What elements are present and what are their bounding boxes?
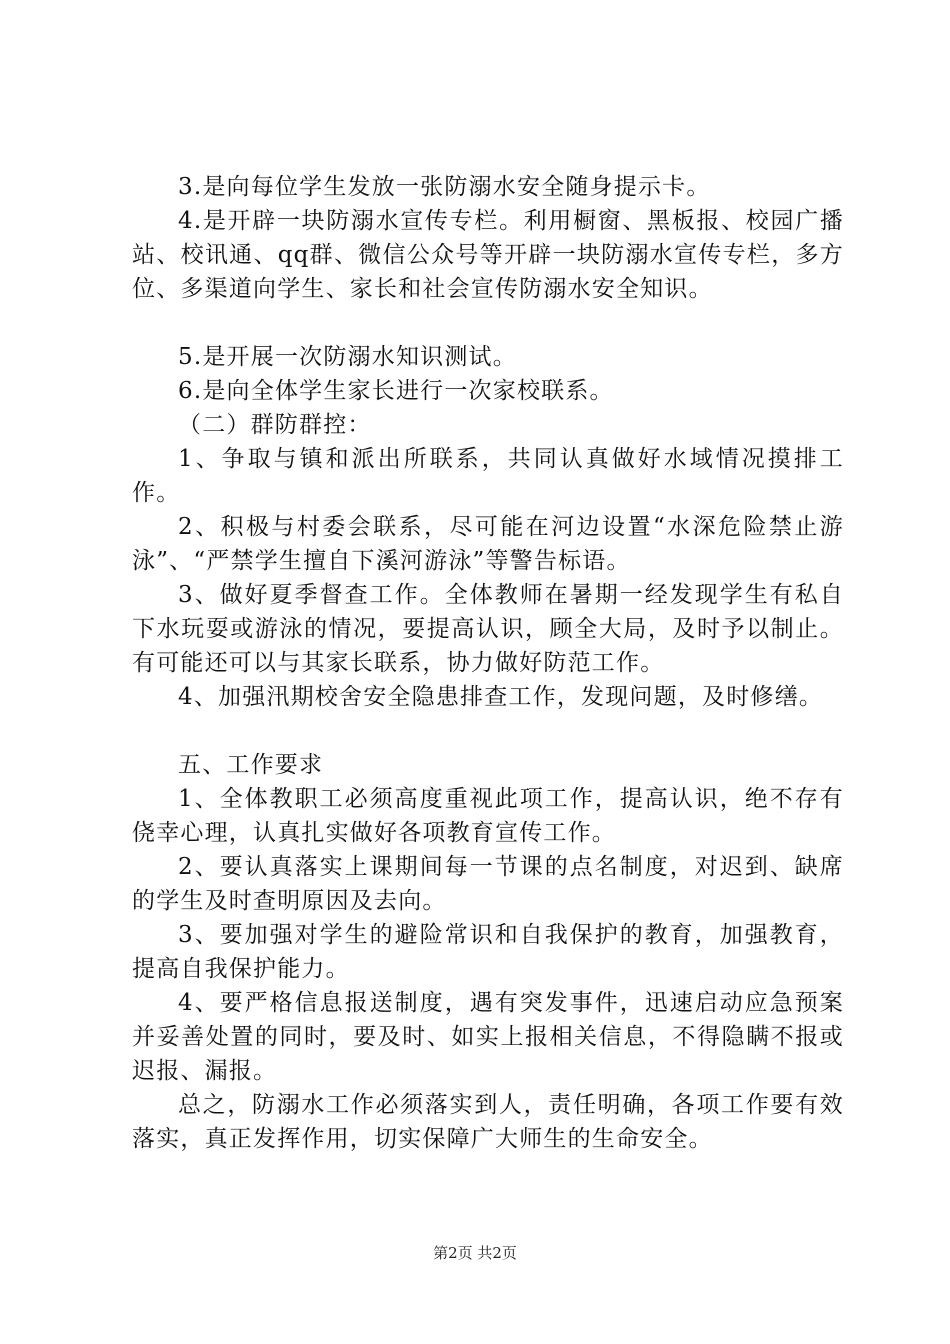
page-number-footer: 第2页 共2页 — [433, 1244, 517, 1262]
requirement-item-2: 2、要认真落实上课期间每一节课的点名制度，对迟到、缺席的学生及时查明原因及去向。 — [132, 854, 844, 914]
group-control-item-2: 2、积极与村委会联系，尽可能在河边设置“水深危险禁止游泳”、“严禁学生擅自下溪河游泳”等警告标语。 — [132, 514, 844, 574]
section-heading-group-control: （二）群防群控： — [178, 412, 372, 438]
requirement-item-1: 1、全体教职工必须高度重视此项工作，提高认识，绝不存有侥幸心理，认真扎实做好各项教育宣传工作。 — [132, 786, 844, 846]
paragraph-gap — [132, 714, 844, 748]
requirement-item-3: 3、要加强对学生的避险常识和自我保护的教育，加强教育，提高自我保护能力。 — [132, 922, 844, 982]
section-heading-requirements: 五、工作要求 — [178, 752, 324, 778]
group-control-item-3: 3、做好夏季督查工作。全体教师在暑期一经发现学生有私自下水玩耍或游泳的情况，要提高认识，顾全大局，及时予以制止。有可能还可以与其家长联系，协力做好防范工作。 — [132, 582, 844, 676]
paragraph-item-6: 6.是向全体学生家长进行一次家校联系。 — [178, 378, 614, 404]
group-control-item-4: 4、加强汛期校舍安全隐患排查工作，发现问题，及时修缮。 — [178, 684, 824, 710]
paragraph-item-4: 4.是开辟一块防溺水宣传专栏。利用橱窗、黑板报、校园广播站、校讯通、qq群、微信公众号等开辟一块防溺水宣传专栏，多方位、多渠道向学生、家长和社会宣传防溺水安全知识。 — [132, 208, 844, 302]
paragraph-item-3: 3.是向每位学生发放一张防溺水安全随身提示卡。 — [178, 174, 711, 200]
document-body — [132, 170, 844, 1156]
summary-paragraph: 总之，防溺水工作必须落实到人，责任明确，各项工作要有效落实，真正发挥作用，切实保障广大师生的生命安全。 — [132, 1092, 844, 1152]
group-control-item-1: 1、争取与镇和派出所联系，共同认真做好水域情况摸排工作。 — [132, 446, 844, 506]
requirement-item-4: 4、要严格信息报送制度，遇有突发事件，迅速启动应急预案并妥善处置的同时，要及时、如实上报相关信息，不得隐瞒不报或迟报、漏报。 — [132, 990, 844, 1084]
paragraph-gap — [132, 306, 844, 340]
paragraph-item-5: 5.是开展一次防溺水知识测试。 — [178, 344, 517, 370]
